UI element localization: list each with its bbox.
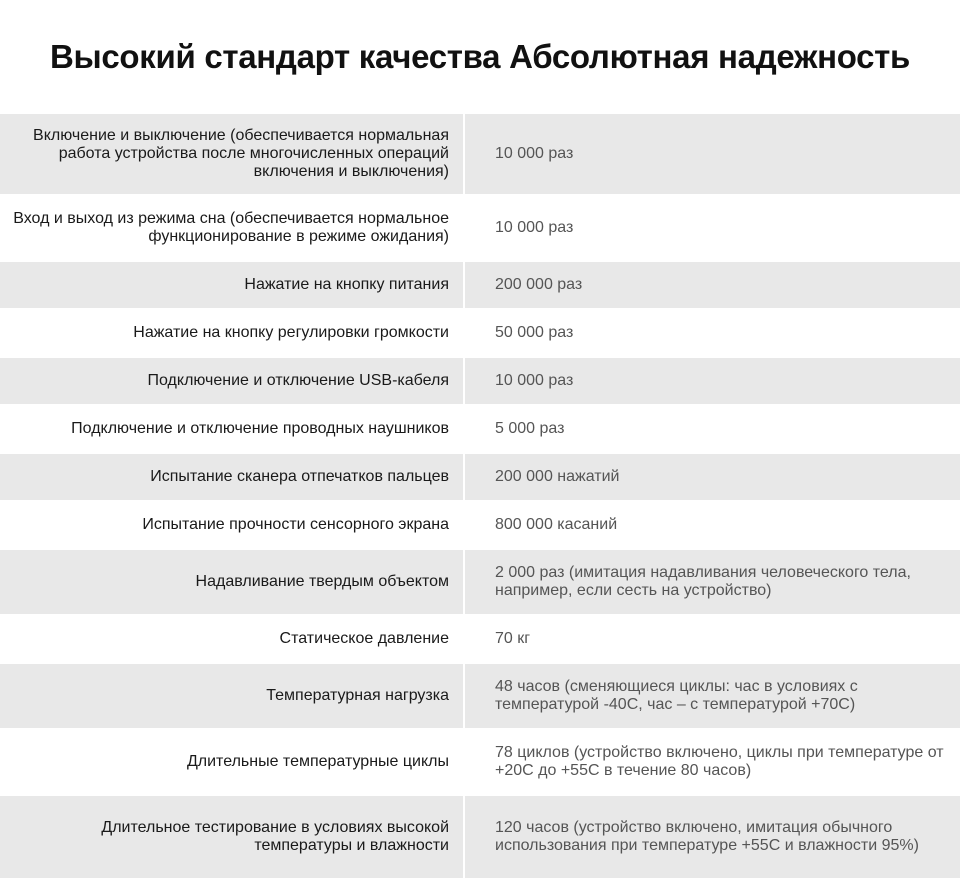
test-name: Нажатие на кнопку питания: [0, 262, 465, 308]
test-result: 200 000 раз: [495, 276, 583, 293]
table-row: [0, 664, 960, 730]
table-row: [0, 616, 960, 664]
page-title: Высокий стандарт качества Абсолютная надежность: [49, 38, 911, 75]
table-row: [0, 796, 960, 878]
table-row: [0, 730, 960, 796]
test-name: Длительные температурные циклы: [0, 730, 465, 794]
test-result: 200 000 нажатий: [495, 468, 620, 485]
test-result: 800 000 касаний: [495, 516, 618, 533]
table-row: [0, 406, 960, 454]
test-result: 120 часов (устройство включено, имитация обычного использования при температуре +55С и влажности 95%): [495, 819, 919, 854]
test-result: 5 000 раз: [495, 420, 565, 437]
table-row: [0, 114, 960, 196]
test-name: Температурная нагрузка: [0, 664, 465, 728]
test-result: 70 кг: [495, 630, 531, 647]
reliability-table: [0, 114, 960, 878]
test-name: Испытание прочности сенсорного экрана: [0, 502, 465, 548]
test-name: Подключение и отключение USB-кабеля: [0, 358, 465, 404]
table-row: [0, 196, 960, 262]
test-result: 2 000 раз (имитация надавливания человеческого тела, например, если сесть на устройство): [495, 564, 911, 599]
test-result: 10 000 раз: [495, 145, 574, 162]
test-name: Статическое давление: [0, 616, 465, 662]
test-name: Включение и выключение (обеспечивается нормальная работа устройства после многочисленных операций включения и выключения): [0, 114, 465, 194]
table-row: [0, 262, 960, 310]
table-row: [0, 310, 960, 358]
test-name: Испытание сканера отпечатков пальцев: [0, 454, 465, 500]
test-result: 10 000 раз: [495, 372, 574, 389]
test-result: 50 000 раз: [495, 324, 574, 341]
table-row: [0, 454, 960, 502]
test-name: Подключение и отключение проводных наушников: [0, 406, 465, 452]
test-name: Нажатие на кнопку регулировки громкости: [0, 310, 465, 356]
test-name: Длительное тестирование в условиях высокой температуры и влажности: [0, 796, 465, 878]
table-row: [0, 358, 960, 406]
table-row: [0, 550, 960, 616]
table-row: [0, 502, 960, 550]
test-result: 10 000 раз: [495, 219, 574, 236]
test-name: Надавливание твердым объектом: [0, 550, 465, 614]
test-result: 78 циклов (устройство включено, циклы при температуре от +20С до +55С в течение 80 часов): [495, 744, 944, 779]
test-result: 48 часов (сменяющиеся циклы: час в условиях с температурой -40С, час – с температурой +70С): [495, 678, 858, 713]
test-name: Вход и выход из режима сна (обеспечивается нормальное функционирование в режиме ожидания): [0, 196, 465, 260]
